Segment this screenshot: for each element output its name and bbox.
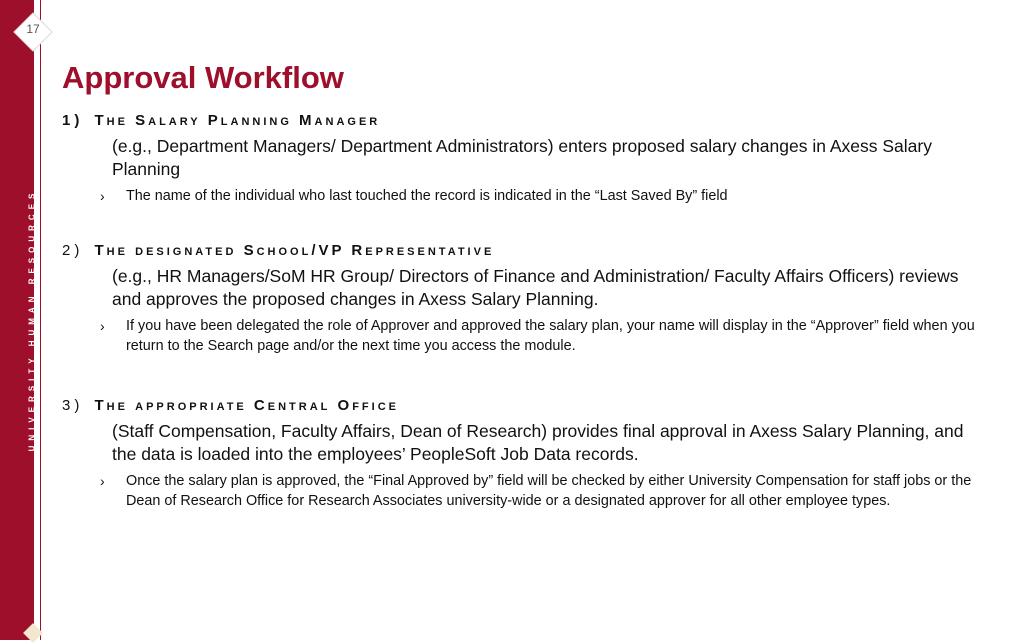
bullet-text: Once the salary plan is approved, the “Final Approved by” field will be checked by either University Compensation for staff jobs or the Dean of Research Office for Research Associates university-wide or a designated approver for all other employee types. [126, 473, 972, 509]
bullet-item [100, 316, 992, 356]
page-number: 17 [26, 22, 40, 36]
section-number: 1) [62, 112, 84, 129]
section-description: (e.g., Department Managers/ Department Administrators) enters proposed salary changes in Axess Salary Planning [112, 136, 932, 179]
section-school-vp-representative [62, 242, 992, 356]
sidebar-divider [40, 0, 41, 640]
section-salary-planning-manager [62, 112, 992, 206]
section-heading [62, 397, 992, 414]
bullet-text: The name of the individual who last touched the record is indicated in the “Last Saved By” field [126, 188, 728, 204]
section-title: The Salary Planning Manager [94, 112, 381, 129]
bullet-chevron-icon: › [100, 473, 105, 489]
bullet-text: If you have been delegated the role of Approver and approved the salary plan, your name will display in the “Approver” field when you return to the Search page and/or the next time you access the module. [126, 318, 975, 354]
sidebar-label: UNIVERSITY HUMAN RESOURCES [27, 188, 37, 452]
section-description: (e.g., HR Managers/SoM HR Group/ Directors of Finance and Administration/ Faculty Affairs Officers) reviews and approves the proposed changes in Axess Salary Planning. [112, 266, 959, 309]
section-description: (Staff Compensation, Faculty Affairs, Dean of Research) provides final approval in Axess Salary Planning, and the data is loaded into the employees’ PeopleSoft Job Data records. [112, 421, 964, 464]
section-central-office [62, 397, 992, 511]
section-number: 3) [62, 397, 84, 414]
bullet-item [100, 471, 992, 511]
bullet-item [100, 186, 992, 206]
section-title: The appropriate Central Office [94, 397, 399, 414]
section-heading [62, 112, 992, 129]
bullet-chevron-icon: › [100, 188, 105, 204]
slide-title: Approval Workflow [62, 60, 344, 95]
section-number: 2) [62, 242, 84, 259]
section-heading [62, 242, 992, 259]
bullet-chevron-icon: › [100, 318, 105, 334]
section-title: The designated School/VP Representative [94, 242, 495, 259]
